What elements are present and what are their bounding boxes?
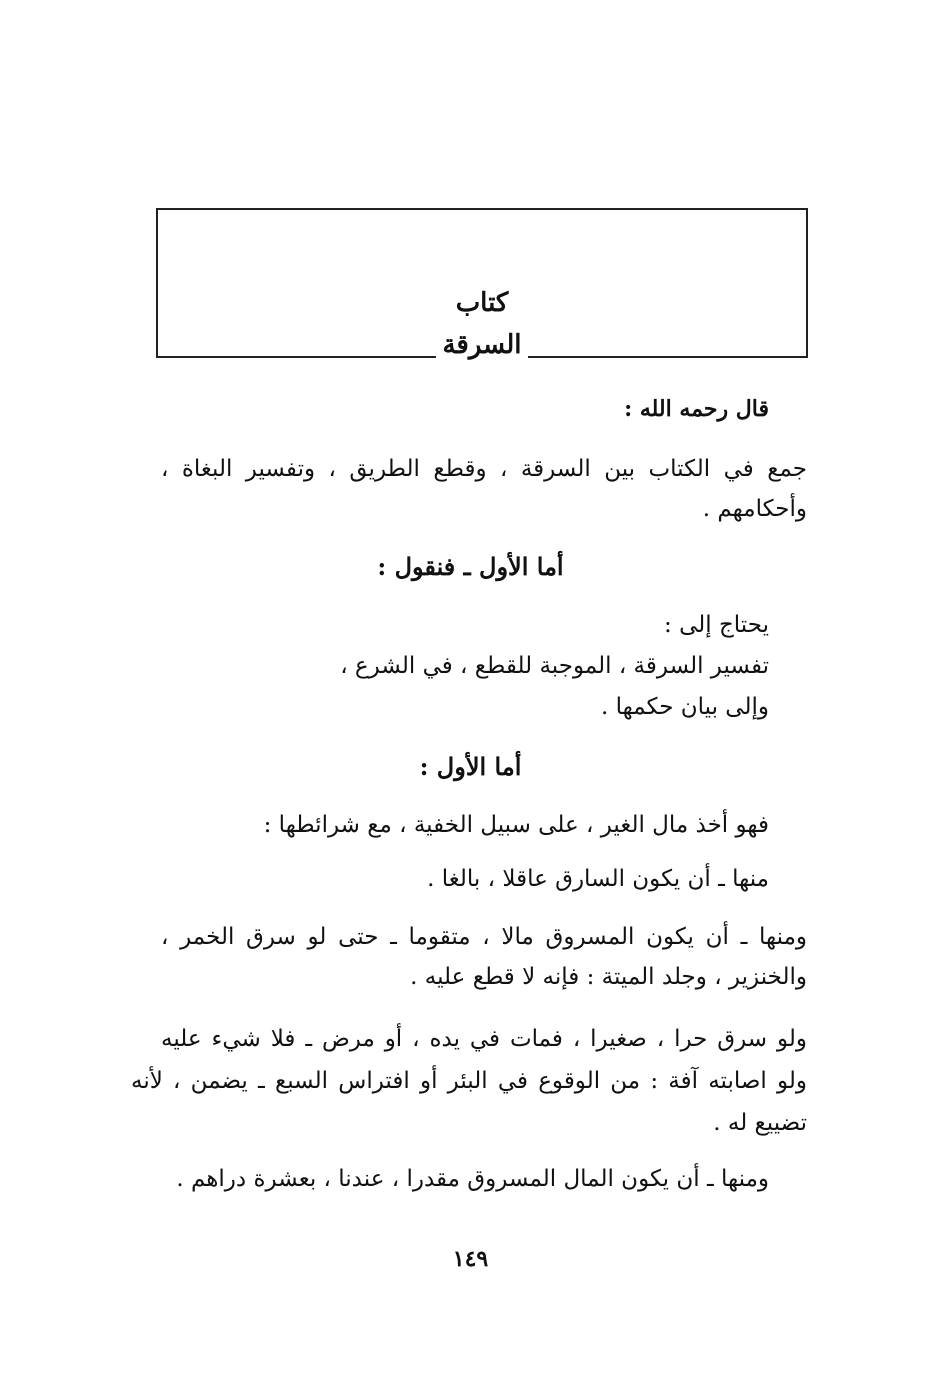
- condition-2-line-1: ومنها ـ أن يكون المسروق مالا ، متقوما ـ حتى لو سرق الخمر ،: [161, 924, 807, 950]
- heading-second: أما الأول :: [419, 752, 522, 781]
- intro-label: قال رحمه الله :: [624, 396, 769, 422]
- free-person-line-1: ولو سرق حرا ، صغيرا ، فمات في يده ، أو مرض ـ فلا شيء عليه: [161, 1026, 807, 1052]
- definition-line: فهو أخذ مال الغير ، على سبيل الخفية ، مع شرائطها :: [263, 812, 769, 838]
- need-line-2: تفسير السرقة ، الموجبة للقطع ، في الشرع ،: [340, 653, 769, 679]
- intro-line-1: جمع في الكتاب بين السرقة ، وقطع الطريق ، وتفسير البغاة ،: [161, 456, 807, 482]
- free-person-line-3: تضييع له .: [713, 1110, 807, 1136]
- condition-1-line: منها ـ أن يكون السارق عاقلا ، بالغا .: [427, 866, 769, 892]
- heading-first: أما الأول ـ فنقول :: [377, 552, 564, 581]
- condition-2-line-2: والخنزير ، وجلد الميتة : فإنه لا قطع عليه .: [410, 964, 807, 990]
- title-rule-left: [156, 356, 436, 358]
- chapter-title-frame: [156, 208, 808, 360]
- title-rule-right: [528, 356, 808, 358]
- page-number: ١٤٩: [452, 1246, 489, 1272]
- chapter-title-sariqa: السرقة: [442, 330, 522, 360]
- chapter-title-rule: [156, 330, 808, 360]
- free-person-line-2: ولو اصابته آفة : من الوقوع في البئر أو افتراس السبع ـ يضمن ، لأنه: [131, 1068, 807, 1094]
- chapter-title-kitab: كتاب: [455, 288, 509, 318]
- condition-3-line: ومنها ـ أن يكون المال المسروق مقدرا ، عندنا ، بعشرة دراهم .: [176, 1166, 769, 1192]
- intro-line-2: وأحكامهم .: [702, 496, 807, 522]
- need-line-3: وإلى بيان حكمها .: [601, 694, 769, 720]
- need-line-1: يحتاج إلى :: [664, 612, 769, 638]
